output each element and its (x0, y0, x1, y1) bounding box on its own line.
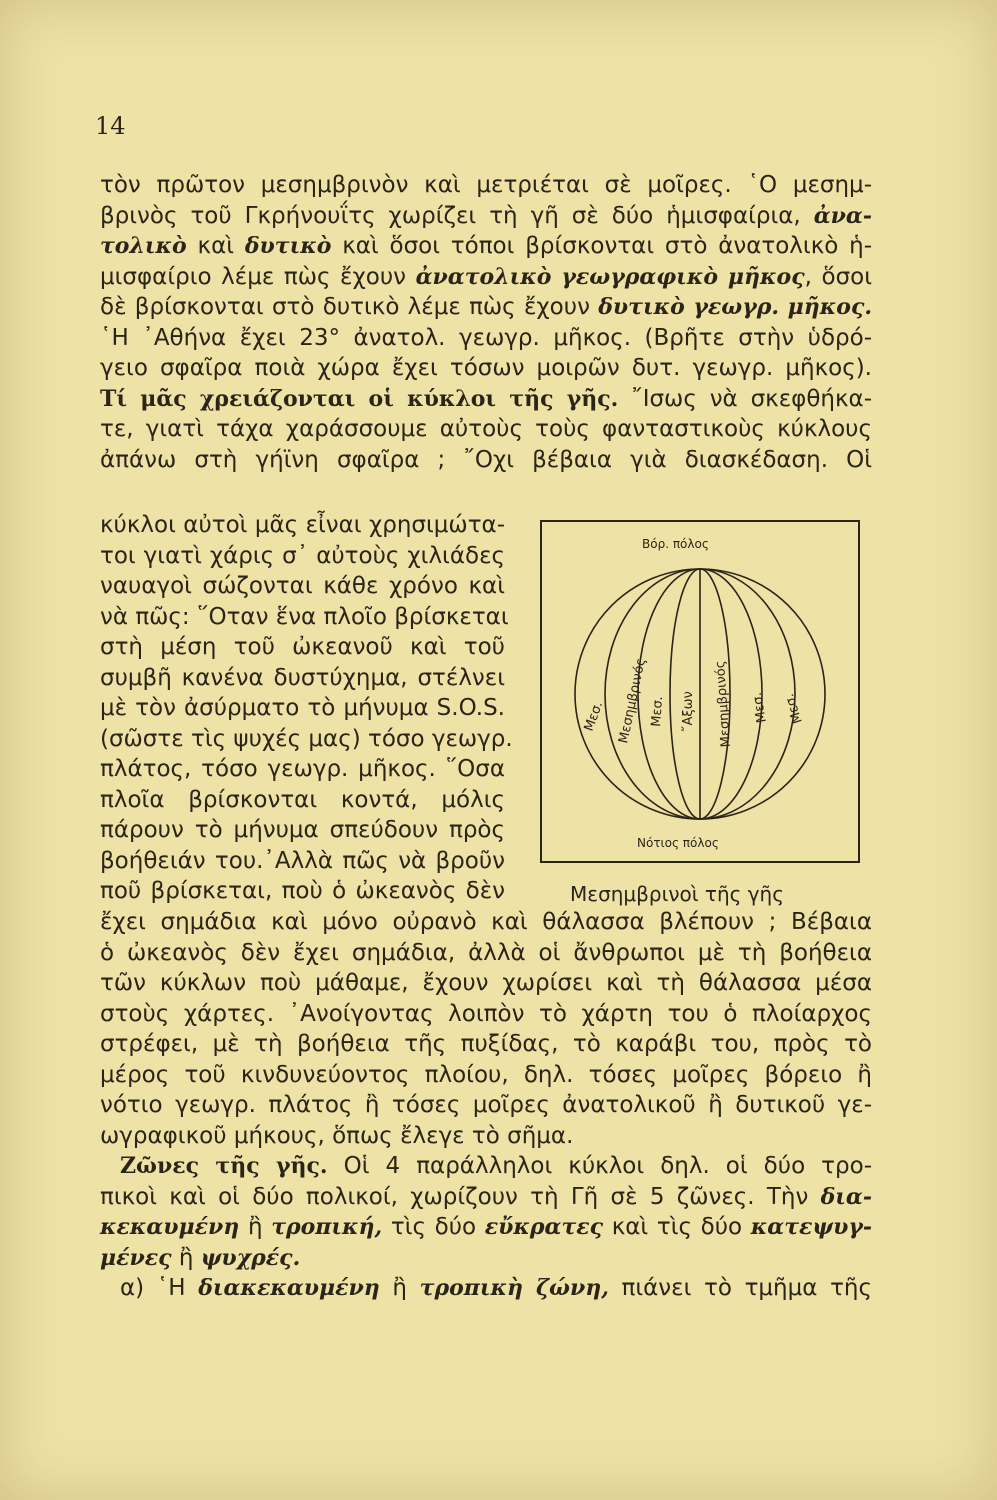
text-line: στοὺς χάρτες. ᾽Ανοίγοντας λοιπὸν τὸ χάρτη του ὁ πλοίαρχος (100, 1000, 872, 1027)
text-line: μέρος τοῦ κινδυνεύοντος πλοίου, δηλ. τόσες μοῖρες βόρειο ἢ (100, 1061, 872, 1088)
text-line: μένες ἢ ψυχρές. (100, 1244, 301, 1271)
text-line: ναυαγοὶ σώζονται κάθε χρόνο καὶ (100, 573, 505, 599)
page-number: 14 (95, 112, 126, 140)
meridian-label: Μεσημβρινός (616, 656, 649, 745)
text-line: α) ῾Η διακεκαυμένη ἢ τροπικὴ ζώνη, πιάνει τὸ τμῆμα τῆς (120, 1275, 872, 1301)
section-heading: Ζῶνες τῆς γῆς. (120, 1153, 328, 1179)
top-paragraph (100, 170, 872, 475)
text-line: πικοὶ καὶ οἱ δύο πολικοί, χωρίζουν τὴ Γῆ σὲ 5 ζῶνες. Τὴν δια- (100, 1183, 872, 1210)
south-pole-label: Νότιος πόλος (637, 836, 719, 850)
text-line: Τί μᾶς χρειάζονται οἱ κύκλοι τῆς γῆς. ῎Ισως νὰ σκεφθήκα- (100, 385, 872, 412)
text-line: μὲ τὸν ἀσύρματο τὸ μήνυμα S.O.S. (100, 695, 505, 721)
wrapped-paragraph (100, 510, 513, 907)
text-line: Ζῶνες τῆς γῆς. Οἱ 4 παράλληλοι κύκλοι δηλ. οἱ δύο τρο- (120, 1153, 872, 1179)
text-line: νὰ πῶς: ῞Οταν ἕνα πλοῖο βρίσκεται (100, 603, 509, 630)
text-line: νότιο γεωγρ. πλάτος ἢ τόσες μοῖρες ἀνατολικοῦ ἢ δυτικοῦ γε- (100, 1092, 872, 1118)
text-line: τῶν κύκλων ποὺ μάθαμε, ἔχουν χωρίσει καὶ τὴ θάλασσα μέσα (100, 970, 872, 996)
bottom-paragraph (100, 907, 872, 1304)
text-line: τὸν πρῶτον μεσημβρινὸν καὶ μετριέται σὲ μοῖρες. ῾Ο μεσημ- (100, 172, 872, 198)
text-line: κεκαυμένη ἢ τροπική, τὶς δύο εὔκρατες καὶ τὶς δύο κατεψυγ- (100, 1214, 873, 1240)
text-line: βοήθειάν του.᾽Αλλὰ πῶς νὰ βροῦν (100, 847, 505, 874)
text-line: τε, γιατὶ τάχα χαράσσουμε αὐτοὺς τοὺς φανταστικοὺς κύκλους (100, 416, 872, 442)
text-line: συμβῆ κανένα δυστύχημα, στέλνει (100, 664, 505, 691)
text-line: κύκλοι αὐτοὶ μᾶς εἶναι χρησιμώτα- (100, 512, 505, 538)
meridian-label: Μεσ. (749, 691, 770, 724)
section-heading: Τί μᾶς χρειάζονται οἱ κύκλοι τῆς γῆς. (100, 385, 619, 412)
meridians-figure (540, 520, 860, 863)
meridian-label: ῎Αξων (681, 691, 696, 732)
text-line: ὁ ὠκεανὸς δὲν ἔχει σημάδια, ἀλλὰ οἱ ἄνθρωποι μὲ τὴ βοήθεια (100, 939, 872, 966)
meridian-label: Μεσημβρινός (712, 660, 734, 748)
text-line: ωγραφικοῦ μήκους, ὅπως ἔλεγε τὸ σῆμα. (100, 1122, 574, 1149)
text-line: πλοῖα βρίσκονται κοντά, μόλις (100, 786, 505, 813)
text-line: πάρουν τὸ μήνυμα σπεύδουν πρὸς (100, 817, 505, 843)
text-line: ἔχει σημάδια καὶ μόνο οὐρανὸ καὶ θάλασσα βλέπουν ; Βέβαια (100, 909, 872, 935)
figure-caption: Μεσημβρινοὶ τῆς γῆς (570, 882, 784, 906)
meridian-label: Μεσ. (782, 691, 806, 726)
text-line: πλάτος, τόσο γεωγρ. μῆκος. ῞Οσα (100, 756, 505, 782)
text-line: ἀπάνω στὴ γήϊνη σφαῖρα ; ῎Οχι βέβαια γιὰ διασκέδαση. Οἱ (100, 446, 872, 473)
text-line: ῾Η ᾽Αθήνα ἔχει 23° ἀνατολ. γεωγρ. μῆκος. (Βρῆτε στὴν ὑδρό- (100, 324, 872, 351)
meridian-label: Μεσ. (581, 699, 607, 734)
text-line: (σῶστε τὶς ψυχές μας) τόσο γεωγρ. (100, 725, 513, 752)
text-line: τοι γιατὶ χάρις σ᾽ αὐτοὺς χιλιάδες (100, 542, 505, 569)
text-line: μισφαίριο λέμε πὼς ἔχουν ἀνατολικὸ γεωγραφικὸ μῆκος, ὅσοι (100, 263, 872, 290)
meridians-diagram (542, 522, 862, 865)
text-line: στὴ μέση τοῦ ὠκεανοῦ καὶ τοῦ (100, 634, 505, 660)
north-pole-label: Βόρ. πόλος (642, 537, 709, 551)
text-line: γειο σφαῖρα ποιὰ χώρα ἔχει τόσων μοιρῶν δυτ. γεωγρ. μῆκος). (100, 355, 872, 381)
text-line: ποῦ βρίσκεται, ποὺ ὁ ὠκεανὸς δὲν (100, 878, 505, 904)
text-line: βρινὸς τοῦ Γκρήνουΐτς χωρίζει τὴ γῆ σὲ δύο ἡμισφαίρια, ἀνα- (100, 202, 872, 229)
meridian-label: Μεσ. (649, 695, 667, 728)
text-line: τολικὸ καὶ δυτικὸ καὶ ὅσοι τόποι βρίσκονται στὸ ἀνατολικὸ ἡ- (100, 233, 873, 259)
text-line: στρέφει, μὲ τὴ βοήθεια τῆς πυξίδας, τὸ καράβι του, πρὸς τὸ (100, 1031, 872, 1057)
text-line: δὲ βρίσκονται στὸ δυτικὸ λέμε πὼς ἔχουν δυτικὸ γεωγρ. μῆκος. (100, 294, 872, 320)
